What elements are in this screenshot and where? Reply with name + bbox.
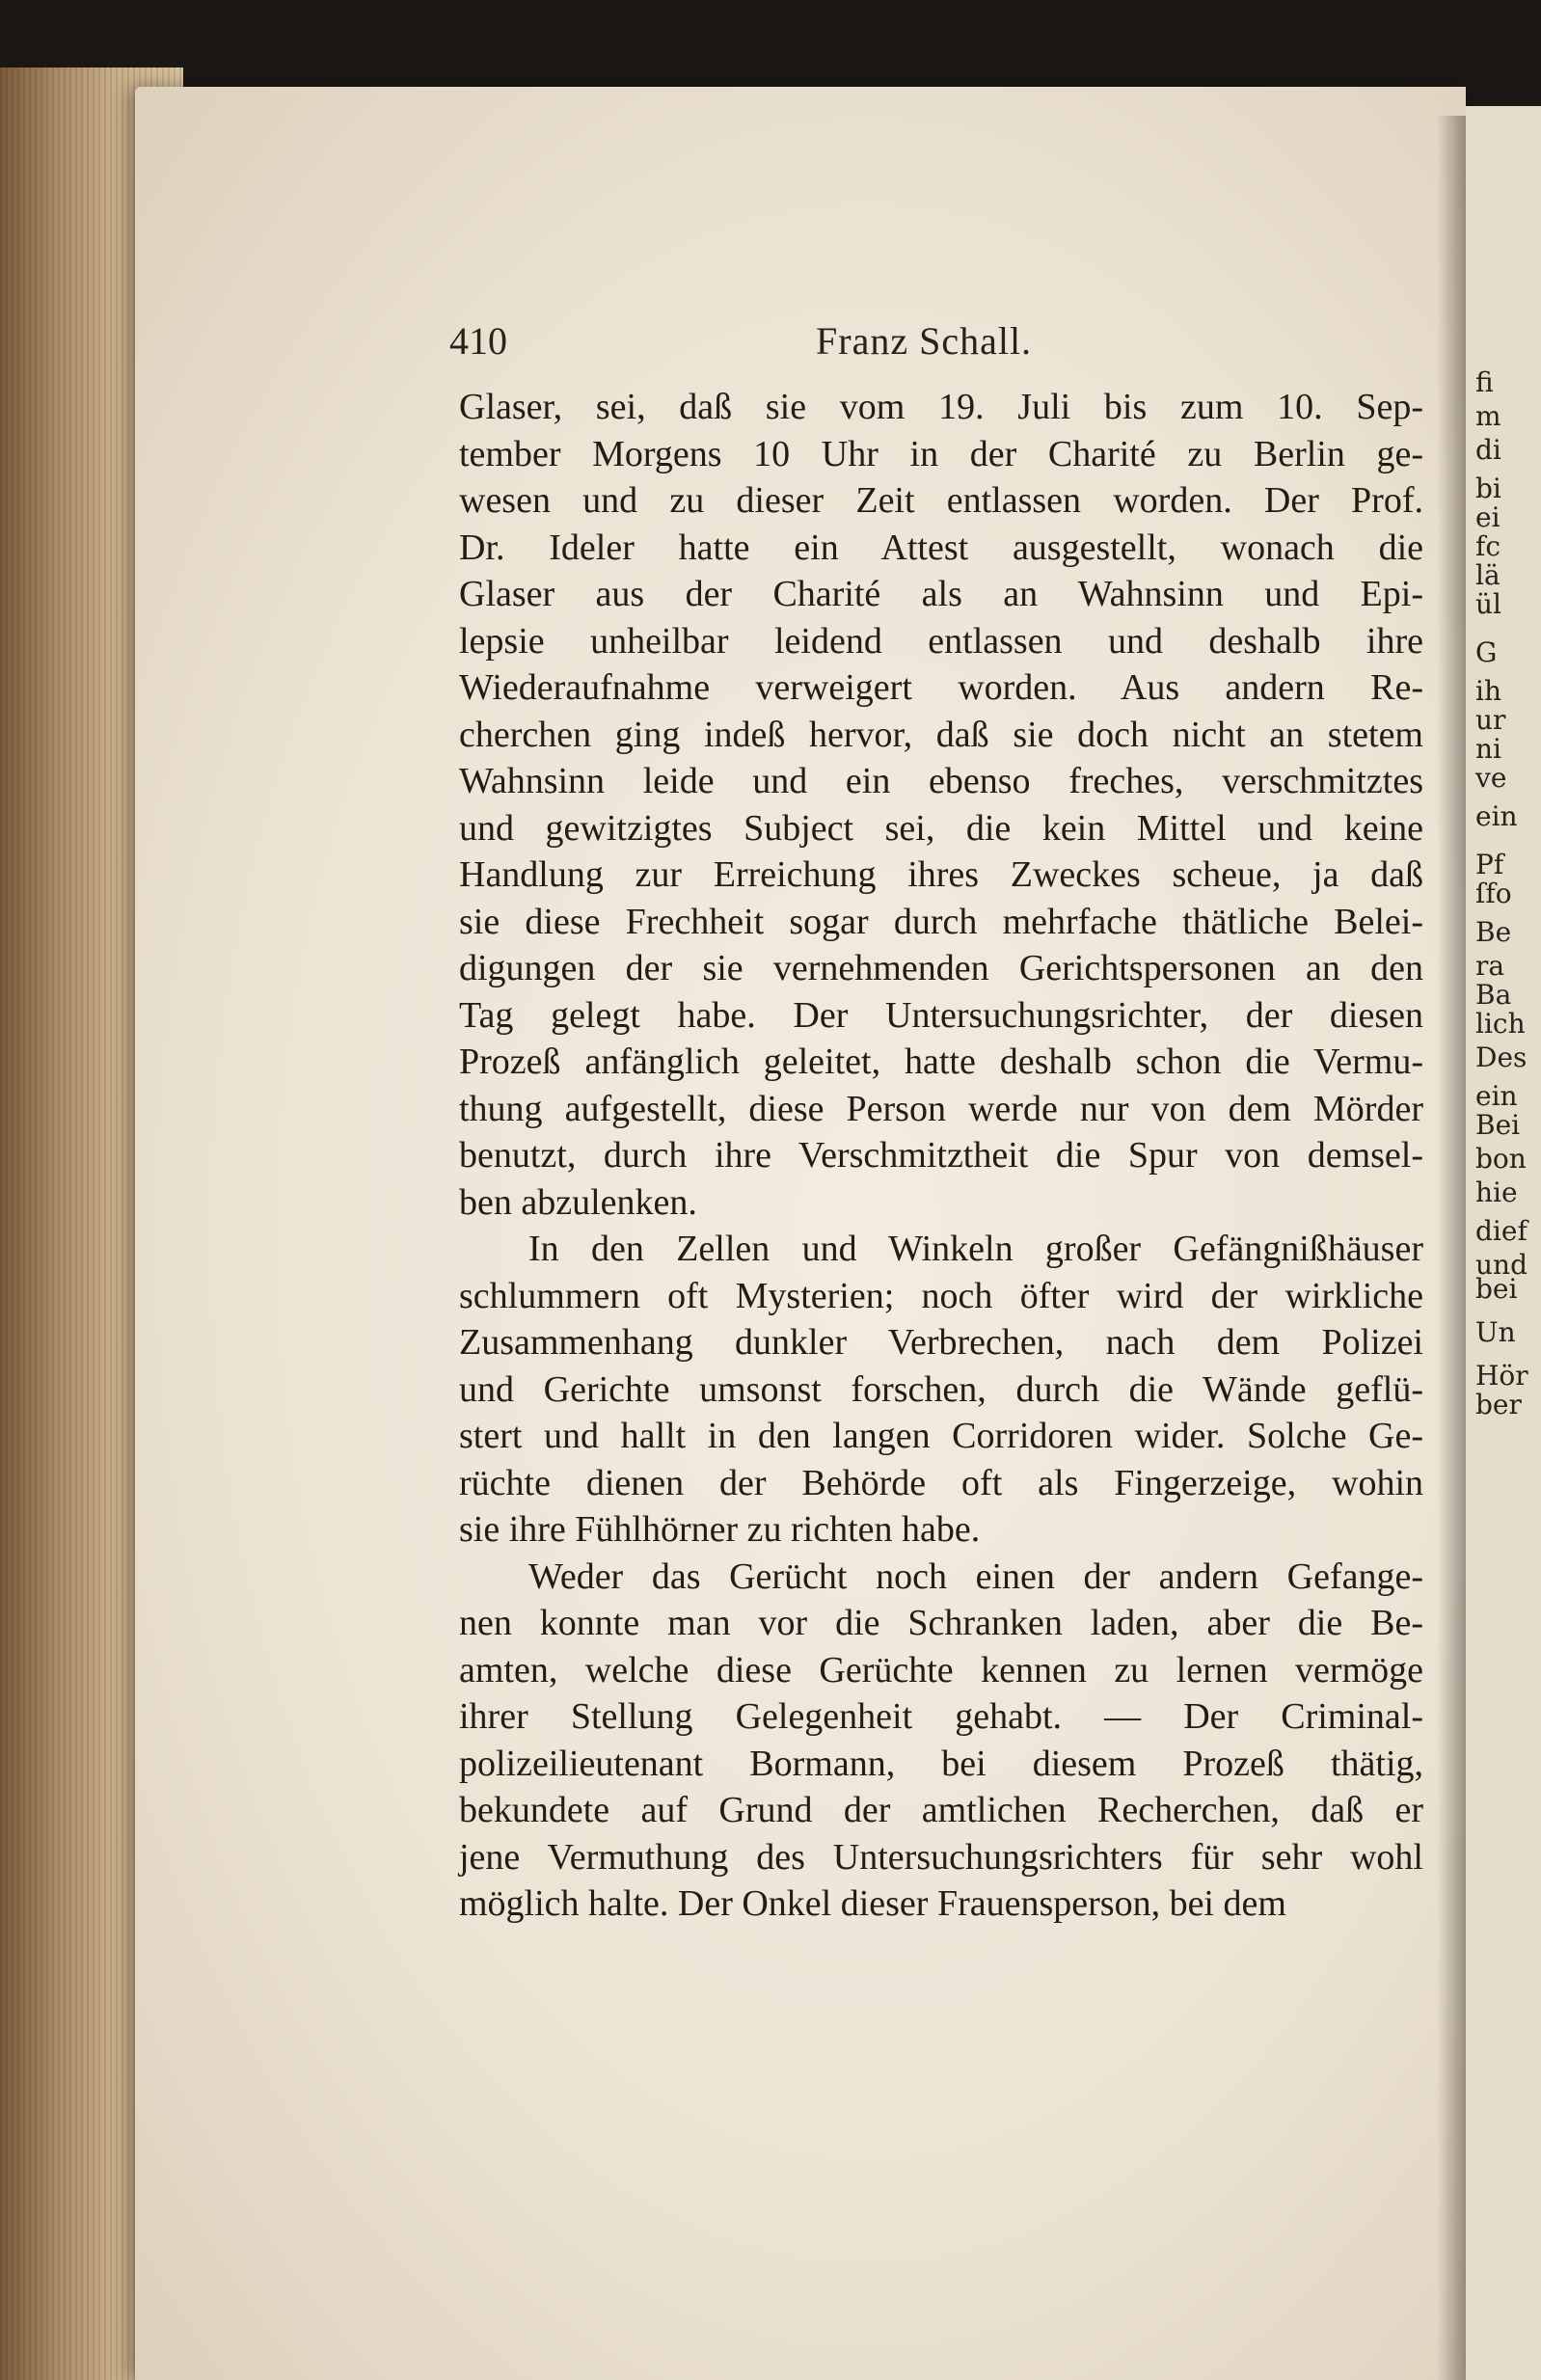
running-head: Franz Schall.	[816, 319, 1033, 363]
facing-page-fragment: bon	[1475, 1143, 1527, 1175]
facing-page-fragment: lich	[1475, 1008, 1526, 1040]
text-line: wesen und zu dieser Zeit entlassen worden. Der Prof.	[459, 480, 1423, 521]
text-line: amten, welche diese Gerüchte kennen zu lernen vermöge	[459, 1649, 1423, 1690]
facing-page-fragment: bei	[1475, 1273, 1518, 1305]
text-line: nen konnte man vor die Schranken laden, aber die Be-	[459, 1603, 1423, 1643]
facing-page-fragment: Hör	[1475, 1360, 1528, 1392]
facing-page-edge	[1466, 106, 1541, 2380]
facing-page-fragment: G	[1475, 636, 1498, 668]
text-line: benutzt, durch ihre Verschmitztheit die Spur von demsel-	[459, 1135, 1423, 1176]
facing-page-fragment: und	[1475, 1249, 1527, 1281]
text-line: und gewitzigtes Subject sei, die kein Mittel und keine	[459, 807, 1423, 849]
facing-page-fragment: dief	[1475, 1215, 1527, 1247]
facing-page-fragment: ein	[1475, 800, 1518, 832]
text-line: ben abzulenken.	[459, 1181, 697, 1223]
body-text	[459, 384, 1423, 1928]
facing-page-fragment: Pf	[1475, 849, 1504, 880]
text-line: möglich halte. Der Onkel dieser Frauensperson, bei dem	[459, 1883, 1286, 1924]
facing-page-fragment: Un	[1475, 1316, 1516, 1348]
text-line: und Gerichte umsonst forschen, durch die Wände geflü-	[459, 1368, 1423, 1410]
text-line: ihrer Stellung Gelegenheit gehabt. — Der Criminal-	[459, 1696, 1423, 1737]
text-line: Wahnsinn leide und ein ebenso freches, verschmitztes	[459, 761, 1423, 801]
text-line: Prozeß anfänglich geleitet, hatte deshalb schon die Vermu-	[459, 1041, 1423, 1082]
text-line: cherchen ging indeß hervor, daß sie doch nicht an stetem	[459, 714, 1423, 755]
text-line: lepsie unheilbar leidend entlassen und deshalb ihre	[459, 620, 1423, 662]
facing-page-fragment: fi	[1475, 366, 1494, 398]
facing-page-fragment: ei	[1475, 501, 1500, 533]
text-line: Tag gelegt habe. Der Untersuchungsrichter, der diesen	[459, 994, 1423, 1036]
facing-page-fragment: di	[1475, 434, 1501, 466]
facing-page-fragment: Bei	[1475, 1109, 1521, 1141]
facing-page-fragment: ur	[1475, 704, 1506, 736]
text-line: polizeilieutenant Bormann, bei diesem Prozeß thätig,	[459, 1743, 1423, 1784]
facing-page-fragment: bi	[1475, 473, 1501, 504]
facing-page-fragment: m	[1475, 400, 1501, 432]
text-line: In den Zellen und Winkeln großer Gefängnißhäuser	[528, 1229, 1423, 1269]
facing-page-fragment: ve	[1475, 762, 1507, 794]
facing-page-fragment: ni	[1475, 733, 1501, 765]
facing-page-fragment: ra	[1475, 950, 1505, 982]
text-line: digungen der sie vernehmenden Gerichtspersonen an den	[459, 948, 1423, 988]
text-line: Handlung zur Erreichung ihres Zweckes scheue, ja daß	[459, 854, 1423, 895]
text-line: Dr. Ideler hatte ein Attest ausgestellt, wonach die	[459, 527, 1423, 568]
facing-page-fragment: ih	[1475, 675, 1501, 707]
facing-page-fragment: Be	[1475, 916, 1512, 948]
facing-page-fragment: fc	[1475, 530, 1501, 562]
text-line: Glaser, sei, daß sie vom 19. Juli bis zum 10. Sep-	[459, 387, 1423, 427]
text-line: jene Vermuthung des Untersuchungsrichters für sehr wohl	[459, 1836, 1423, 1878]
facing-page-fragment: Des	[1475, 1041, 1527, 1073]
facing-page-fragment: ül	[1475, 588, 1501, 620]
facing-page-fragment: lä	[1475, 559, 1500, 591]
text-line: Zusammenhang dunkler Verbrechen, nach dem Polizei	[459, 1322, 1423, 1363]
page-number: 410	[449, 319, 507, 363]
facing-page-fragment: Ba	[1475, 979, 1512, 1011]
text-line: rüchte dienen der Behörde oft als Fingerzeige, wohin	[459, 1462, 1423, 1503]
text-line: Glaser aus der Charité als an Wahnsinn und Epi-	[459, 574, 1423, 614]
text-line: bekundete auf Grund der amtlichen Recherchen, daß er	[459, 1790, 1423, 1830]
text-line: thung aufgestellt, diese Person werde nur von dem Mörder	[459, 1088, 1423, 1129]
facing-page-fragment: ber	[1475, 1389, 1522, 1420]
page-header	[449, 318, 1404, 376]
facing-page-fragment: hie	[1475, 1176, 1518, 1208]
facing-page-fragment: ein	[1475, 1080, 1518, 1112]
text-line: Weder das Gerücht noch einen der andern Gefange-	[528, 1555, 1423, 1597]
text-line: schlummern oft Mysterien; noch öfter wird der wirkliche	[459, 1275, 1423, 1316]
text-line: tember Morgens 10 Uhr in der Charité zu Berlin ge-	[459, 433, 1423, 474]
text-line: sie diese Frechheit sogar durch mehrfache thätliche Belei-	[459, 901, 1423, 942]
text-line: Wiederaufnahme verweigert worden. Aus andern Re-	[459, 667, 1423, 708]
text-line: sie ihre Fühlhörner zu richten habe.	[459, 1509, 981, 1550]
facing-page-fragment: ſfo	[1475, 878, 1512, 909]
text-line: stert und hallt in den langen Corridoren wider. Solche Ge-	[459, 1416, 1423, 1456]
